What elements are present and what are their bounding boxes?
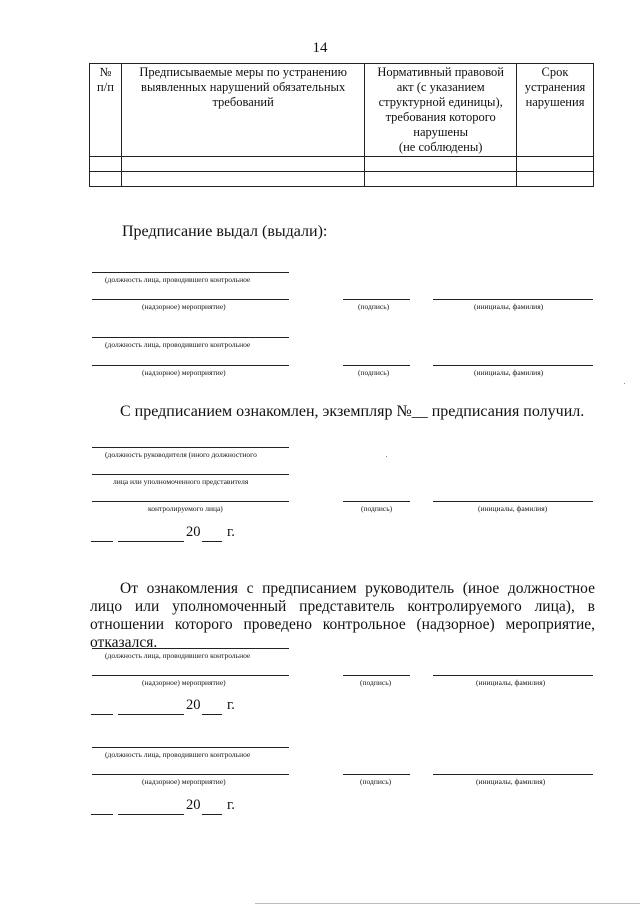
date-year-suffix: г.	[227, 797, 235, 813]
table-row	[90, 172, 594, 187]
table-cell[interactable]	[365, 172, 517, 187]
date-year-prefix: 20	[186, 697, 201, 713]
signature-caption: (подпись)	[360, 678, 392, 687]
date-year-prefix: 20	[186, 524, 201, 540]
name-line[interactable]	[433, 365, 593, 366]
position-line[interactable]	[92, 747, 289, 748]
scan-speck	[386, 456, 387, 457]
table-row	[90, 157, 594, 172]
year-blank[interactable]	[202, 714, 222, 715]
position-line[interactable]	[92, 365, 289, 366]
signature-line[interactable]	[343, 365, 410, 366]
name-caption: (инициалы, фамилия)	[474, 302, 544, 311]
signature-line[interactable]	[343, 299, 410, 300]
header-line: п/п	[97, 80, 114, 94]
header-line: выявленных нарушений обязательных	[141, 80, 346, 94]
header-line: Нормативный правовой	[377, 65, 504, 79]
scan-speck	[624, 383, 625, 384]
header-line: акт (с указанием	[396, 80, 485, 94]
name-caption: (инициалы, фамилия)	[474, 368, 544, 377]
page-number: 14	[312, 40, 328, 56]
signature-line[interactable]	[343, 774, 410, 775]
head-position-caption: (должность руководителя (иного должностного	[105, 450, 257, 459]
signature-caption: (подпись)	[358, 368, 390, 377]
name-line[interactable]	[433, 299, 593, 300]
acknowledged-heading: С предписанием ознакомлен, экземпляр №__ предписания получил.	[120, 403, 585, 420]
date-year-suffix: г.	[227, 697, 235, 713]
header-measures	[121, 64, 364, 157]
header-number	[90, 64, 122, 157]
signature-line[interactable]	[343, 675, 410, 676]
signature-caption: (подпись)	[360, 777, 392, 786]
year-blank[interactable]	[202, 541, 222, 542]
head-position-line[interactable]	[92, 474, 289, 475]
position-caption: (надзорное) мероприятие)	[142, 678, 226, 687]
scan-edge-line	[255, 903, 640, 904]
header-line: требований	[212, 95, 274, 109]
name-caption: (инициалы, фамилия)	[476, 777, 546, 786]
header-line: №	[99, 65, 112, 79]
month-blank[interactable]	[118, 714, 184, 715]
signature-line[interactable]	[343, 501, 410, 502]
requirements-table	[89, 63, 594, 187]
table-cell[interactable]	[121, 157, 364, 172]
table-cell[interactable]	[121, 172, 364, 187]
position-caption: (должность лица, проводившего контрольное	[105, 750, 251, 759]
position-caption: (надзорное) мероприятие)	[142, 368, 226, 377]
day-blank[interactable]	[91, 714, 113, 715]
refusal-paragraph: От ознакомления с предписанием руководитель (иное должностное лицо или уполномоченный представитель контролируемого лица), в отношении которого проведено контрольное (надзорное) мероприятие, отказался.	[90, 580, 595, 651]
month-blank[interactable]	[118, 814, 184, 815]
table-header-row	[90, 64, 594, 157]
position-line[interactable]	[92, 337, 289, 338]
position-line[interactable]	[92, 299, 289, 300]
year-blank[interactable]	[202, 814, 222, 815]
header-legal-act	[365, 64, 517, 157]
name-line[interactable]	[433, 774, 593, 775]
issued-by-heading: Предписание выдал (выдали):	[122, 223, 328, 240]
table-cell[interactable]	[517, 157, 594, 172]
position-caption: (надзорное) мероприятие)	[142, 302, 226, 311]
header-line: устранения	[524, 80, 586, 94]
name-line[interactable]	[433, 675, 593, 676]
header-line: Предписываемые меры по устранению	[139, 65, 347, 79]
header-line: нарушены	[413, 125, 469, 139]
head-position-caption: контролируемого лица)	[148, 504, 223, 513]
name-caption: (инициалы, фамилия)	[478, 504, 548, 513]
position-caption: (надзорное) мероприятие)	[142, 777, 226, 786]
head-position-line[interactable]	[92, 501, 289, 502]
month-blank[interactable]	[118, 541, 184, 542]
date-year-prefix: 20	[186, 797, 201, 813]
position-line[interactable]	[92, 675, 289, 676]
head-position-caption: лица или уполномоченного представителя	[113, 477, 249, 486]
position-line[interactable]	[92, 272, 289, 273]
position-caption: (должность лица, проводившего контрольное	[105, 651, 251, 660]
header-line: требования которого	[385, 110, 496, 124]
position-caption: (должность лица, проводившего контрольное	[105, 275, 251, 284]
position-line[interactable]	[92, 648, 289, 649]
position-caption: (должность лица, проводившего контрольное	[105, 340, 251, 349]
table-cell[interactable]	[90, 157, 122, 172]
header-line: Срок	[541, 65, 569, 79]
header-line: (не соблюдены)	[398, 140, 483, 154]
day-blank[interactable]	[91, 541, 113, 542]
name-line[interactable]	[433, 501, 593, 502]
signature-caption: (подпись)	[361, 504, 393, 513]
date-year-suffix: г.	[227, 524, 235, 540]
name-caption: (инициалы, фамилия)	[476, 678, 546, 687]
table-cell[interactable]	[517, 172, 594, 187]
header-line: структурной единицы),	[378, 95, 503, 109]
table-cell[interactable]	[90, 172, 122, 187]
day-blank[interactable]	[91, 814, 113, 815]
table-cell[interactable]	[365, 157, 517, 172]
header-deadline	[517, 64, 594, 157]
header-line: нарушения	[525, 95, 585, 109]
position-line[interactable]	[92, 774, 289, 775]
signature-caption: (подпись)	[358, 302, 390, 311]
head-position-line[interactable]	[92, 447, 289, 448]
